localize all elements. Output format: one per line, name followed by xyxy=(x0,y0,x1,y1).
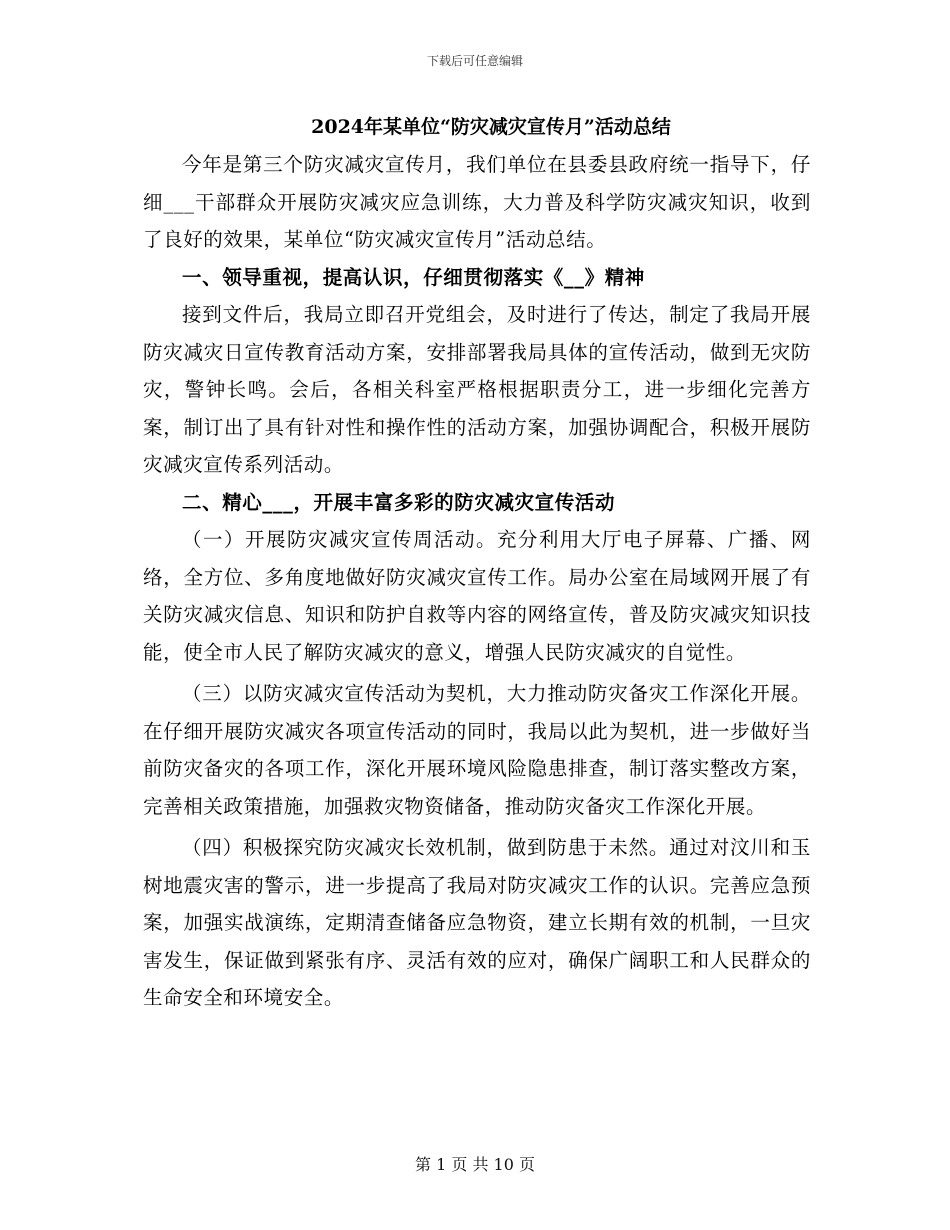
page-header-note: 下载后可任意编辑 xyxy=(426,54,523,68)
intro-paragraph: 今年是第三个防灾减灾宣传月，我们单位在县委县政府统一指导下，仔细___干部群众开展防灾减灾应急训练，大力普及科学防灾减灾知识，收到了良好的效果，某单位“防灾减灾宣传月”活动总结。 xyxy=(143,153,811,251)
section-1-paragraph: 接到文件后，我局立即召开党组会，及时进行了传达，制定了我局开展防灾减灾日宣传教育活动方案，安排部署我局具体的宣传活动，做到无灾防灾，警钟长鸣。会后，各相关科室严格根据职责分工，进一步细化完善方案，制订出了具有针对性和操作性的活动方案，加强协调配合，积极开展防灾减灾宣传系列活动。 xyxy=(143,303,811,476)
section-2-paragraph-1: （一）开展防灾减灾宣传周活动。充分利用大厅电子屏幕、广播、网络，全方位、多角度地做好防灾减灾宣传工作。局办公室在局域网开展了有关防灾减灾信息、知识和防护自救等内容的网络宣传，普及防灾减灾知识技能，使全市人民了解防灾减灾的意义，增强人民防灾减灾的自觉性。 xyxy=(143,528,811,664)
section-2-paragraph-3: （三）以防灾减灾宣传活动为契机，大力推动防灾备灾工作深化开展。在仔细开展防灾减灾各项宣传活动的同时，我局以此为契机，进一步做好当前防灾备灾的各项工作，深化开展环境风险隐患排查，制订落实整改方案，完善相关政策措施，加强救灾物资储备，推动防灾备灾工作深化开展。 xyxy=(143,682,811,818)
section-2-paragraph-4: （四）积极探究防灾减灾长效机制，做到防患于未然。通过对汶川和玉树地震灾害的警示，进一步提高了我局对防灾减灾工作的认识。完善应急预案，加强实战演练，定期清查储备应急物资，建立长期有效的机制，一旦灾害发生，保证做到紧张有序、灵活有效的应对，确保广阔职工和人民群众的生命安全和环境安全。 xyxy=(143,836,811,1009)
section-2-heading: 二、精心___，开展丰富多彩的防灾减灾宣传活动 xyxy=(182,490,616,514)
document-body xyxy=(143,108,811,1017)
section-1-heading: 一、领导重视，提高认识，仔细贯彻落实《__》精神 xyxy=(182,265,645,289)
page-footer-number: 第 1 页 共 10 页 xyxy=(415,1155,535,1174)
document-title: 2024年某单位“防灾减灾宣传月”活动总结 xyxy=(311,116,671,138)
